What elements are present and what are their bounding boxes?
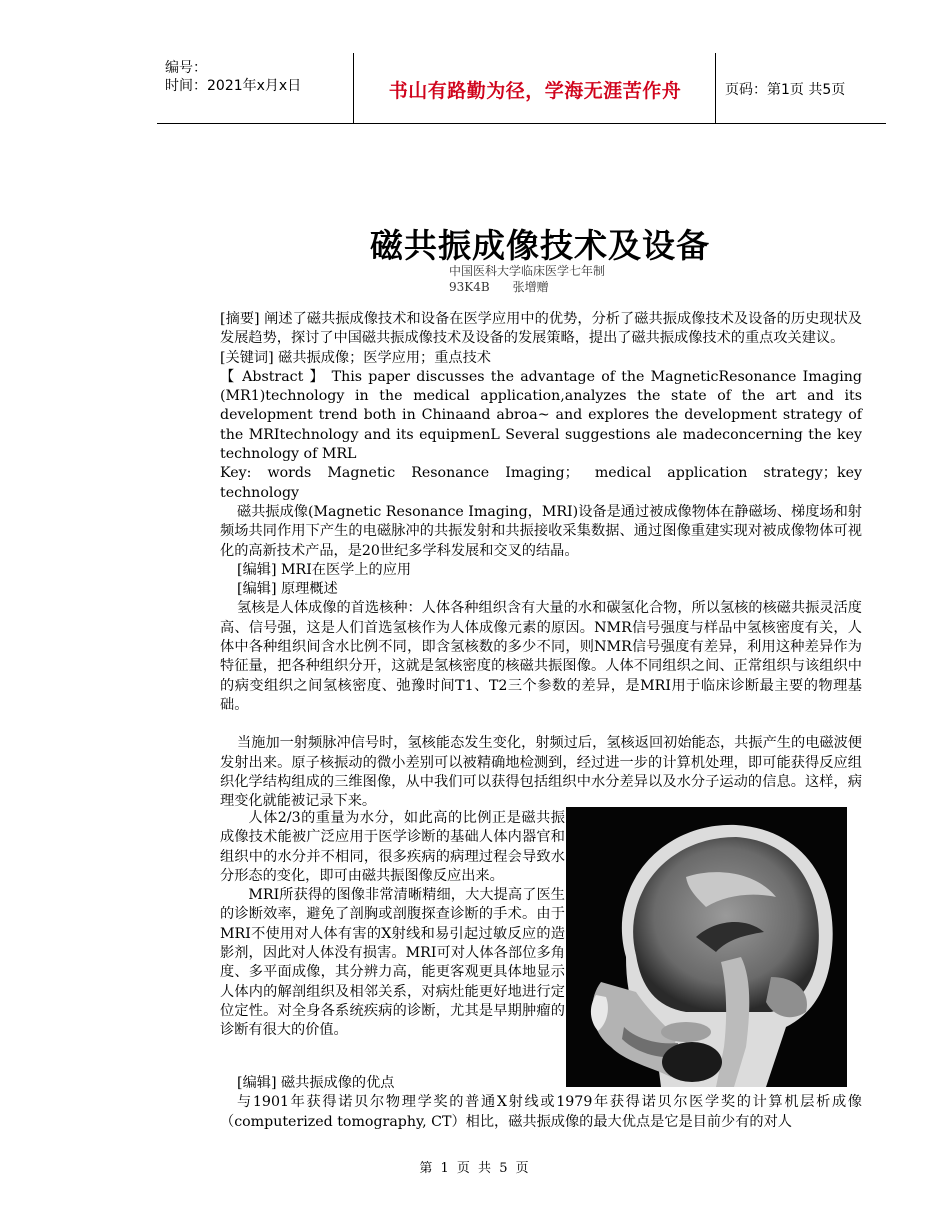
paragraph: 磁共振成像(Magnetic Resonance Imaging，MRI)设备是通过被成像物体在静磁场、梯度场和射频场共同作用下产生的电磁脉冲的共振发射和共振接收采集数据、通过图像重建实现对被成像物体可视化的高新技术产品，是20世纪多学科发展和交叉的结晶。 (220, 504, 862, 559)
paragraph: 当施加一射频脉冲信号时，氢核能态发生变化，射频过后，氢核返回初始能态，共振产生的电磁波便发射出来。原子核振动的微小差别可以被精确地检测到，经过进一步的计算机处理，即可能获得反应组织化学结构组成的三维图像，从中我们可以获得包括组织中水分差异以及水分子运动的信息。这样，病理变化就能被记录下来。 (220, 735, 862, 810)
keywords-en: Key: words Magnetic Resonance Imaging； medical application strategy；key technology (220, 465, 862, 501)
page-header (157, 53, 886, 124)
author-line: 93K4B 张增赠 (449, 280, 549, 294)
keywords-cn: [关键词] 磁共振成像；医学应用；重点技术 (220, 349, 491, 366)
header-motto: 书山有路勤为径，学海无涯苦作舟 (388, 80, 682, 102)
header-divider (715, 53, 716, 123)
section-heading: [编辑] MRI在医学上的应用 (237, 561, 412, 578)
paragraph: 人体2/3的重量为水分，如此高的比例正是磁共振成像技术能被广泛应用于医学诊断的基础人体内器官和组织中的水分并不相同，很多疾病的病理过程会导致水分形态的变化，即可由磁共振图像反应出来。 (220, 810, 565, 884)
paragraph: 氢核是人体成像的首选核种：人体各种组织含有大量的水和碳氢化合物，所以氢核的核磁共振灵活度高、信号强，这是人们首选氢核作为人体成像元素的原因。NMR信号强度与样品中氢核密度有关，人体中各种组织间含水比例不同，即含氢核数的多少不同，则NMR信号强度有差异，利用这种差异作为特征量，把各种组织分开，这就是氢核密度的核磁共振图像。人体不同组织之间、正常组织与该组织中的病变组织之间氢核密度、弛豫时间T1、T2三个参数的差异，是MRI用于临床诊断最主要的物理基础。 (220, 600, 862, 713)
abstract-en: 【 Abstract 】 This paper discusses the advantage of the MagneticResonance Imaging (MR1)technology in the medical application,analyzes the state of the art and its development trend both in Chinaand abroa~ and explores the development strategy of the MRItechnology and its equipmenL Several suggestions ale madeconcerning the key technology of MRL (220, 368, 862, 463)
blank-line (220, 715, 862, 734)
body-lower (220, 1074, 862, 1132)
header-meta (165, 59, 355, 95)
section-heading: [编辑] 原理概述 (237, 581, 338, 598)
section-heading: [编辑] 磁共振成像的优点 (237, 1075, 395, 1091)
page-footer: 第 1 页 共 5 页 (419, 1161, 531, 1176)
paragraph: 与1901年获得诺贝尔物理学奖的普通X射线或1979年获得诺贝尔医学奖的计算机层析成像（computerized tomography, CT）相比，磁共振成像的最大优点是它是目前少有的对人 (220, 1094, 862, 1130)
paragraph: MRI所获得的图像非常清晰精细，大大提高了医生的诊断效率，避免了剖胸或剖腹探查诊断的手术。由于MRI不使用对人体有害的X射线和易引起过敏反应的造影剂，因此对人体没有损害。MRI可对人体各部位多角度、多平面成像，其分辨力高，能更客观更具体地显示人体内的解剖组织及相邻关系，对病灶能更好地进行定位定性。对全身各系统疾病的诊断，尤其是早期肿瘤的诊断有很大的价值。 (220, 887, 565, 1039)
body-wrap (220, 809, 565, 1041)
header-page-info: 页码：第1页 共5页 (725, 82, 846, 98)
mri-brain-image (566, 807, 847, 1087)
affiliation: 中国医科大学临床医学七年制 (449, 264, 606, 278)
abstract-block (220, 310, 862, 503)
abstract-cn: [摘要] 阐述了磁共振成像技术和设备在医学应用中的优势，分析了磁共振成像技术及设备的历史现状及发展趋势，探讨了中国磁共振成像技术及设备的发展策略，提出了磁共振成像技术的重点攻关建议。 (220, 311, 862, 347)
document-title: 磁共振成像技术及设备 (370, 226, 710, 265)
number-label: 编号： (165, 60, 207, 76)
date-label: 时间：2021年x月x日 (165, 78, 302, 94)
body-upper (220, 503, 862, 811)
